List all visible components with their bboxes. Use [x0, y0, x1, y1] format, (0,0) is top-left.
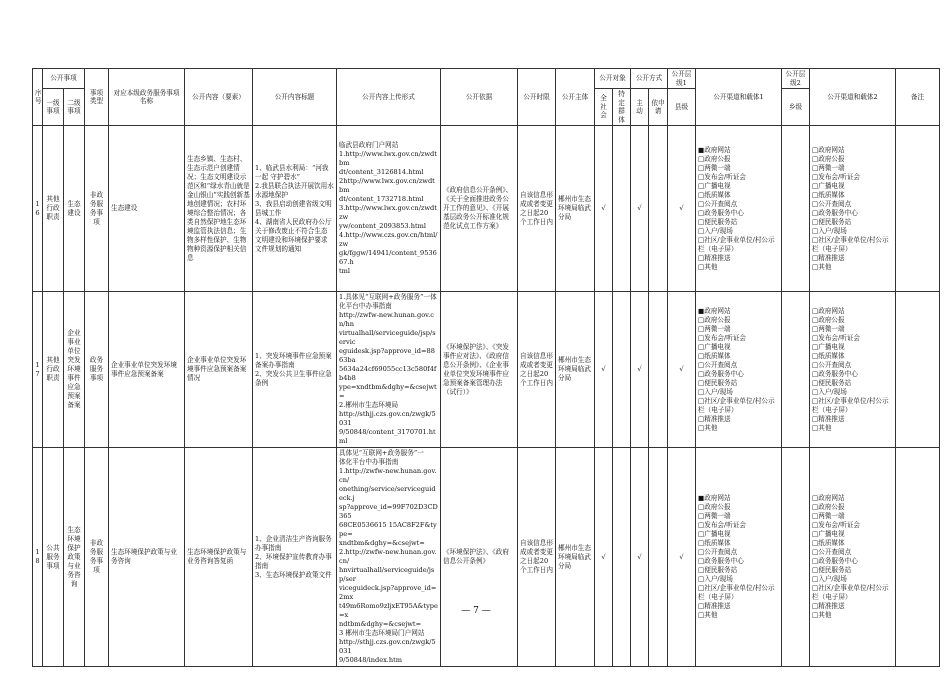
channels1-line: □政务服务中心 — [698, 369, 744, 378]
cell-level2: 生态环境保护政策与业务咨询 — [64, 448, 85, 667]
channels1-line: □其他 — [698, 423, 718, 432]
cell-subject: 郴州市生态环境局临武分局 — [556, 292, 595, 448]
channels1-line: ■政府网站 — [698, 494, 731, 502]
upload-line: 临武县政府门户网站 — [339, 141, 399, 149]
upload-line: ndtbm&dghy=&csejwt= — [339, 620, 422, 628]
header-qdzt1: 公开渠道和载体1 — [696, 69, 782, 126]
cell-type: 政务服务事项 — [85, 292, 109, 448]
header-gkdx: 公开对象 — [595, 69, 631, 89]
header-xj: 县级 — [668, 89, 696, 126]
upload-line: 3.http://www.lwx.gov.cn/zwdtzw — [339, 204, 437, 221]
channels1-line: □入户/现场 — [698, 226, 733, 235]
header-gknrbt: 公开内容标题 — [253, 69, 337, 126]
channels2-line: □入户/现场 — [812, 226, 847, 235]
channels1-line: □发布会/听证会 — [698, 172, 747, 181]
titles-line: 1、突发环境事件应急预案备案办事指南 — [255, 351, 332, 369]
header-tdqt: 特定群体 — [613, 89, 631, 126]
cell-level1: 其他行政职责 — [43, 292, 64, 448]
upload-line: gk/fggw/14941/content_953667.h — [339, 249, 437, 266]
upload-line: 4.http://www.czs.gov.cn/html/zw — [339, 231, 438, 248]
upload-line: tml — [339, 267, 351, 275]
cell-content: 生态环境保护政策与业务咨询答复函 — [185, 448, 253, 667]
cell-ysq — [649, 292, 668, 448]
channels2-line: □便民服务站 — [812, 378, 852, 387]
header-gkcj1: 公开层级1 — [668, 69, 696, 89]
channels2-line: □政府网站 — [812, 306, 845, 315]
channels2-line: □广播电视 — [812, 342, 845, 351]
channels1-line: □精准推送 — [698, 602, 731, 610]
cell-note — [896, 126, 940, 292]
header-qdzt2: 公开渠道和载体2 — [810, 69, 896, 126]
cell-level2: 生态建设 — [64, 126, 85, 292]
channels2-line: □政府网站 — [812, 494, 845, 502]
channels1-line: ■政府网站 — [698, 145, 731, 154]
cell-tdqt — [613, 126, 631, 292]
channels1-line: □便民服务站 — [698, 566, 738, 574]
cell-ysq — [649, 448, 668, 667]
cell-level1: 公共服务事项 — [43, 448, 64, 667]
channels2-line: □便民服务站 — [812, 566, 852, 574]
upload-line: virtualhall/serviceguide/jsp/servic — [339, 329, 436, 346]
channels2-line: □社区/企事业单位/村公示栏（电子屏） — [812, 235, 889, 253]
titles-line: 1、企业清洁生产咨询服务办事指南 — [255, 534, 332, 552]
upload-line: 体化平台中办事指南 — [339, 458, 399, 466]
channels1-line: □两微一端 — [698, 324, 731, 333]
channels2-line: □政务服务中心 — [812, 208, 858, 217]
cell-level1: 其他行政职责 — [43, 126, 64, 292]
channels1-line: □发布会/听证会 — [698, 521, 747, 529]
channels1-line: □政府公报 — [698, 503, 731, 511]
upload-line: viceguideck.jsp?approve_id=2mx — [339, 584, 437, 601]
upload-line: 3 郴州市生态环境局门户网站 — [339, 629, 425, 637]
cell-content: 生态乡镇、生态村、生态示范户创建情况；生态文明建设示范区和“绿水青山就是金山银山”实践创新基地创建情况；农村环境综合整治情况；各类自然保护地生态环境监管执法信息；生物多样性保护、生物物种资源保护相关信息 — [185, 126, 253, 292]
table-row — [33, 292, 940, 448]
channels1-line: □公开查阅点 — [698, 199, 738, 208]
upload-line: 5634a24cf69055cc13c580f4fb4b8 — [339, 365, 437, 382]
header-gksx: 公开事项 — [43, 69, 85, 89]
cell-level2: 企业事业单位突发环境事件应急预案备案 — [64, 292, 85, 448]
disclosure-table — [32, 68, 940, 667]
header-zd: 主动 — [631, 89, 649, 126]
channels2-line: □政府公报 — [812, 315, 845, 324]
cell-channels1 — [696, 292, 782, 448]
header-gkfs: 公开方式 — [631, 69, 668, 89]
cell-service: 企业事业单位突发环境事件应急预案备案 — [109, 292, 185, 448]
cell-titles — [253, 448, 337, 667]
channels1-line: □政务服务中心 — [698, 557, 744, 565]
channels2-line: □公开查阅点 — [812, 360, 852, 369]
channels2-line: □精准推送 — [812, 602, 845, 610]
titles-line: 2、环境保护宣传教育办事指南 — [255, 552, 332, 570]
channels2-line: □发布会/听证会 — [812, 521, 861, 529]
header-gkyj: 公开依据 — [441, 69, 518, 126]
header-erji: 二级事项 — [64, 89, 85, 126]
cell-no: 16 — [33, 126, 43, 292]
channels2-line: □其他 — [812, 611, 832, 619]
channels1-line: □便民服务站 — [698, 378, 738, 387]
cell-zd: √ — [631, 448, 649, 667]
header-yiji: 一级事项 — [43, 89, 64, 126]
titles-line: 3、生态环境保护政策文件 — [255, 570, 332, 579]
cell-channels2 — [810, 126, 896, 292]
cell-basis: 《政府信息公开条例》、《关于全面推进政务公开工作的意见》、《开展基层政务公开标准化规范化试点工作方案》 — [441, 126, 518, 292]
channels1-line: □发布会/听证会 — [698, 333, 747, 342]
channels2-line: □精准推送 — [812, 253, 845, 262]
channels1-line: □两微一端 — [698, 512, 731, 520]
channels2-line: □两微一端 — [812, 512, 845, 520]
page-number: — 7 — — [461, 606, 491, 616]
channels1-line: □其他 — [698, 262, 718, 271]
channels2-line: □发布会/听证会 — [812, 172, 861, 181]
cell-titles — [253, 126, 337, 292]
cell-timelimit: 自该信息形成或者变更之日起20个工作日内 — [518, 448, 556, 667]
channels1-line: □社区/企事业单位/村公示栏（电子屏） — [698, 235, 775, 253]
cell-timelimit: 自该信息形成或者变更之日起20个工作日内 — [518, 126, 556, 292]
channels2-line: □纸质媒体 — [812, 351, 845, 360]
channels2-line: □广播电视 — [812, 181, 845, 190]
cell-channels2 — [810, 448, 896, 667]
upload-line: t49m6Romo9zljxET95A&type=x — [339, 602, 438, 619]
cell-note — [896, 292, 940, 448]
channels1-line: ■政府网站 — [698, 306, 731, 315]
cell-service: 生态建设 — [109, 126, 185, 292]
channels1-line: □入户/现场 — [698, 575, 733, 583]
cell-tdqt — [613, 292, 631, 448]
titles-line: 2、突发公共卫生事件应急条例 — [255, 369, 332, 387]
cell-upload — [337, 448, 441, 667]
channels1-line: □纸质媒体 — [698, 351, 731, 360]
cell-type: 非政务服务事项 — [85, 448, 109, 667]
upload-line: 9/50848/index.htm — [339, 656, 403, 664]
cell-qsh: √ — [595, 126, 613, 292]
header-gkzt: 公开主体 — [556, 69, 595, 126]
channels2-line: □纸质媒体 — [812, 190, 845, 199]
cell-no: 18 — [33, 448, 43, 667]
table-row — [33, 448, 940, 667]
cell-zd: √ — [631, 292, 649, 448]
table-body — [33, 126, 940, 667]
cell-content: 企业事业单位突发环境事件应急预案备案情况 — [185, 292, 253, 448]
channels1-line: □政府公报 — [698, 315, 731, 324]
cell-ysq — [649, 126, 668, 292]
upload-line: yw/content_2093853.html — [339, 222, 426, 230]
channels2-line: □政府公报 — [812, 503, 845, 511]
channels2-line: □公开查阅点 — [812, 199, 852, 208]
channels2-line: □其他 — [812, 262, 832, 271]
channels1-line: □公开查阅点 — [698, 548, 738, 556]
channels2-line: □纸质媒体 — [812, 539, 845, 547]
channels1-line: □其他 — [698, 611, 718, 619]
channels1-line: □广播电视 — [698, 342, 731, 351]
cell-no: 17 — [33, 292, 43, 448]
upload-line: 9/50848/content_3170701.html — [339, 428, 436, 445]
channels2-line: □发布会/听证会 — [812, 333, 861, 342]
channels2-line: □两微一端 — [812, 324, 845, 333]
cell-channels1 — [696, 448, 782, 667]
header-xuhao: 序号 — [33, 69, 43, 126]
cell-qsh: √ — [595, 292, 613, 448]
cell-subject: 郴州市生态环境局临武分局 — [556, 126, 595, 292]
upload-line: dt/content_3126814.html — [339, 168, 424, 176]
cell-xj: √ — [668, 126, 696, 292]
upload-line: http://sthjj.czs.gov.cn/zwgk/5031 — [339, 410, 436, 427]
titles-line: 3、我县启动创建省级文明县城工作 — [255, 199, 332, 217]
header-xiangji: 乡级 — [782, 89, 810, 126]
channels2-line: □社区/企事业单位/村公示栏（电子屏） — [812, 584, 889, 601]
upload-line: hnvirtualhall/serviceguide/jsp/ser — [339, 566, 435, 583]
upload-line: 具体见“互联网+政务服务”一 — [339, 449, 424, 457]
channels2-line: □其他 — [812, 423, 832, 432]
channels1-line: □纸质媒体 — [698, 190, 731, 199]
cell-xj: √ — [668, 448, 696, 667]
upload-line: dt/content_1732718.html — [339, 195, 424, 203]
channels1-line: □入户/现场 — [698, 387, 733, 396]
cell-xiangji — [782, 292, 810, 448]
titles-line: 4、湖南省人民政府办公厅关于修改废止不符合生态文明建设和环境保护要求文件规划的通知 — [255, 217, 332, 253]
channels2-line: □政务服务中心 — [812, 369, 858, 378]
channels2-line: □入户/现场 — [812, 575, 847, 583]
cell-type: 非政务服务事项 — [85, 126, 109, 292]
header-bz: 备注 — [896, 69, 940, 126]
cell-tdqt — [613, 448, 631, 667]
channels2-line: □便民服务站 — [812, 217, 852, 226]
upload-line: 2.http://zwfw-new.hunan.gov.cn/ — [339, 548, 437, 565]
upload-line: http://sthjj.czs.gov.cn/zwgk/5031 — [339, 638, 436, 655]
channels1-line: □社区/企事业单位/村公示栏（电子屏） — [698, 396, 775, 414]
upload-line: 2.郴州市生态环境局 — [339, 401, 399, 409]
table-row — [33, 126, 940, 292]
cell-basis: 《环境保护法》、《政府信息公开条例》 — [441, 448, 518, 667]
channels2-line: □政府网站 — [812, 145, 845, 154]
channels2-line: □广播电视 — [812, 530, 845, 538]
channels1-line: □政府公报 — [698, 154, 731, 163]
channels2-line: □社区/企事业单位/村公示栏（电子屏） — [812, 396, 889, 414]
channels1-line: □精准推送 — [698, 253, 731, 262]
cell-titles — [253, 292, 337, 448]
channels1-line: □广播电视 — [698, 530, 731, 538]
channels1-line: □公开查阅点 — [698, 360, 738, 369]
cell-xiangji — [782, 126, 810, 292]
upload-line: 2http://www.lwx.gov.cn/zwdtbm — [339, 177, 435, 194]
header-ysq: 依申请 — [649, 89, 668, 126]
upload-line: eguidesk.jsp?approve_id=8863ba — [339, 347, 435, 364]
upload-line: http://zwfw-new.hunan.gov.cn/hn — [339, 311, 434, 328]
upload-line: ype=xndtbm&dghy=&csejwt= — [339, 383, 437, 400]
header-sxlx: 事项类型 — [85, 69, 109, 126]
cell-xiangji — [782, 448, 810, 667]
channels1-line: □社区/企事业单位/村公示栏（电子屏） — [698, 584, 775, 601]
header-dyfw: 对应本级政务服务事项名称 — [109, 69, 185, 126]
channels1-line: □两微一端 — [698, 163, 731, 172]
upload-line: sp?approve_id=99F702D3CD365 — [339, 503, 438, 520]
cell-channels2 — [810, 292, 896, 448]
header-qsh: 全社会 — [595, 89, 613, 126]
channels2-line: □精准推送 — [812, 414, 845, 423]
header-gksj: 公开时限 — [518, 69, 556, 126]
cell-basis: 《环境保护法》、《突发事件应对法》、《政府信息公开条例》、《企业事业单位突发环境事件应急预案备案管理办法（试行）》 — [441, 292, 518, 448]
upload-line: 1.具体见“互联网+政务服务”一体化平台中办事指南 — [339, 293, 437, 310]
channels2-line: □政府公报 — [812, 154, 845, 163]
channels1-line: □便民服务站 — [698, 217, 738, 226]
upload-line: 1.http://zwfw-new.hunan.gov.cn/ — [339, 467, 437, 484]
upload-line: xndtbm&dghy=&csejwt= — [339, 539, 425, 547]
upload-line: 1.http://www.lwx.gov.cn/zwdtbm — [339, 150, 437, 167]
cell-qsh: √ — [595, 448, 613, 667]
titles-line: 1、临武县水利局：“河我一起 守护碧水” — [255, 163, 329, 181]
upload-line: 68CE0536615 15AC8F2F&type= — [339, 521, 437, 538]
cell-upload — [337, 292, 441, 448]
cell-timelimit: 自该信息形成或者变更之日起20个工作日内 — [518, 292, 556, 448]
channels1-line: □精准推送 — [698, 414, 731, 423]
cell-subject: 郴州市生态环境局临武分局 — [556, 448, 595, 667]
header-gknr: 公开内容（要素） — [185, 69, 253, 126]
header-gknrsc: 公开内容上传形式 — [337, 69, 441, 126]
channels1-line: □政务服务中心 — [698, 208, 744, 217]
channels1-line: □纸质媒体 — [698, 539, 731, 547]
channels2-line: □政务服务中心 — [812, 557, 858, 565]
titles-line: 2.我县联合执法开展饮用水水源地保护 — [255, 181, 334, 199]
channels2-line: □公开查阅点 — [812, 548, 852, 556]
cell-zd: √ — [631, 126, 649, 292]
cell-service: 生态环境保护政策与业务咨询 — [109, 448, 185, 667]
upload-line: onething/service/serviceguideck.j — [339, 485, 436, 502]
header-gkcj2: 公开层级2 — [782, 69, 810, 89]
cell-xj: √ — [668, 292, 696, 448]
channels2-line: □入户/现场 — [812, 387, 847, 396]
cell-upload — [337, 126, 441, 292]
channels1-line: □广播电视 — [698, 181, 731, 190]
cell-note — [896, 448, 940, 667]
channels2-line: □两微一端 — [812, 163, 845, 172]
cell-channels1 — [696, 126, 782, 292]
